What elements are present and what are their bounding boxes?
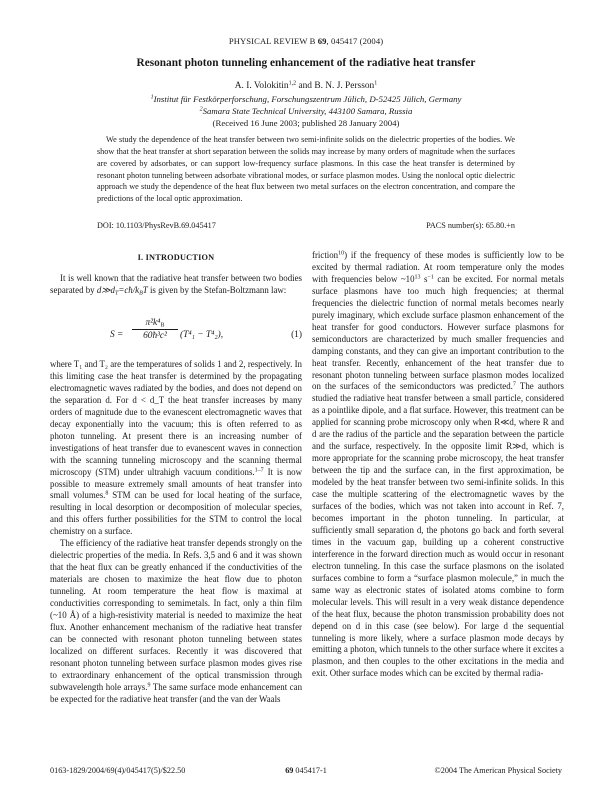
affiliation-2 <box>0 106 612 116</box>
equation-numerator: $\pi^2k^4_B$ <box>132 318 178 330</box>
section-heading-introduction: I. INTRODUCTION <box>137 253 215 262</box>
intro-paragraph-3: The efficiency of the radiative heat transfer depends strongly on the dielectric properties of the media. In Refs. 3,5 and 6 and it was shown that the heat flux can be greatly enhanced if the conductivities of the materials are chosen to maximize the heat flow due to photon tunneling. At room temperature the heat flow is maximal at conductivities corresponding to semimetals. In fact, only a thin film (~10 Å) of a high-resistivity material is needed to maximize the heat flux. Another enhancement mechanism of the radiative heat transfer can be connected with resonant photon tunneling between states localized on different surfaces. Recently it was discovered that resonant photon tunneling between surface plasmon modes gives rise to extraordinary enhancement of the optical transmission through subwavelength hole arrays.$^9$ The same surface mode enhancement can be expected for the radiative heat transfer (and the van der Waals <box>50 538 303 704</box>
author-2: B. N. J. Persson <box>314 81 375 91</box>
journal-header <box>0 36 612 46</box>
paper-title: Resonant photon tunneling enhancement of the radiative heat transfer <box>136 57 476 69</box>
abstract: We study the dependence of the heat transfer between two semi-infinite solids on the dielectric properties of the bodies. We show that the heat transfer at short separation between the solids may increase by many orders of magnitude when the surfaces are covered by adsorbates, or can support low-frequency surface plasmons. In this case the heat transfer is determined by resonant photon tunneling between adsorbate vibrational modes, or surface plasmon modes. Using the nonlocal optic dielectric approach we study the dependence of the heat flux between two metal surfaces on the electron concentration, and compare the predictions of the local optic approximation. <box>97 135 515 204</box>
intro-paragraph-3-continued: friction$^{10}$) if the frequency of these modes is sufficiently low to be excited by thermal radiation. At room temperature only the modes with frequencies below ~10$^{13}$ s$^{-1}$ can be excited. For normal metals surface plasmons have too much high frequencies; at thermal frequencies the dielectric function of normal metals becomes nearly purely imaginary, which exclude surface plasmon enhancement of the heat transfer for good conductors. However surface plasmons for semiconductors are characterized by much smaller frequencies and damping constants, and they can give an important contribution to the heat transfer. Recently, enhancement of the heat transfer due to resonant photon tunneling between surface plasmon modes localized on the surfaces of the semiconductors was predicted.$^7$ The authors studied the radiative heat transfer between a small particle, considered as a pointlike dipole, and a flat surface. However, this treatment can be applied for scanning probe microscopy only when R≪d, where R and d are the radius of the particle and the separation between the particle and the surface, respectively. In the opposite limit R≫d, which is more appropriate for the scanning probe microscopy, the heat transfer between the tip and the surface can, in the first approximation, be modeled by the heat transfer between two semi-infinite solids. In this case the multiple scattering of the electromagnetic waves by the surfaces of the bodies, which was not taken into account in Ref. 7, becomes important in the photon tunneling. In particular, at sufficiently small separation d, the photons go back and forth several times in the vacuum gap, building up a coherent constructive interference in the forward direction much as would occur in resonant electron tunneling. In this case the surface plasmons on the isolated surfaces combine to form a “surface plasmon molecule,” in much the same way as electronic states of isolated atoms combine to form molecular levels. This will result in a very weak distance dependence of the heat flux, because the photon transmission probability does not depend on d in this case (see below). For large d the sequential tunneling is more likely, where a surface plasmon mode decays by emitting a photon, which tunnels to the other surface where it excites a plasmon, and then couples to the other excitations in the media and exit. Other surface modes which can be excited by thermal radia- <box>312 250 564 679</box>
equation-fraction <box>132 318 178 341</box>
equation-denominator: 60ħ³c² <box>143 331 167 341</box>
author-1-affiliation-mark: 1,2 <box>288 80 297 87</box>
footer-page-number: 69 045417-1 <box>285 766 327 775</box>
journal-volume: 69 <box>317 36 327 46</box>
equation-lhs: S = <box>110 330 124 340</box>
equation-temperature-term: (T⁴₁ − T⁴₂), <box>180 330 224 340</box>
affiliation-1-text: Institut für Festkörperforschung, Forschungszentrum Jülich, D-52425 Jülich, Germany <box>153 94 462 104</box>
doi-pacs-row <box>97 221 515 230</box>
affiliation-2-text: Samara State Technical University, 443100 Samara, Russia <box>202 106 413 116</box>
affiliation-1-mark: 1 <box>150 94 154 101</box>
citation[interactable]: 7 <box>512 381 516 388</box>
intro-left-column-continued <box>50 359 302 706</box>
citation[interactable]: 8 <box>105 490 109 497</box>
author-conjunction: and <box>296 81 315 91</box>
intro-paragraph-2: where T₁ and T₂ are the temperatures of solids 1 and 2, respectively. In this limiting case the heat transfer is determined by the propagating electromagnetic waves radiated by the bodies, and does not depend on the separation d. For d < d_T the heat transfer increases by many orders of magnitude due to the evanescent electromagnetic waves that decay exponentially into the vacuum; this is often referred to as photon tunneling. At present there is an increasing number of investigations of heat transfer due to evanescent waves in connection with the scanning tunneling microscopy and the scanning thermal microscopy (STM) under ultrahigh vacuum conditions.$^{1-7}$ It is now possible to measure extremely small amounts of heat transfer into small volumes.$^8$ STM can be used for local heating of the surface, resulting in local desorption or decomposition of molecular species, and this offers further possibilities for the STM to control the local chemistry on a surface. <box>50 359 303 537</box>
citation[interactable]: 10 <box>338 250 345 257</box>
intro-paragraph-1 <box>50 273 302 297</box>
exponent: −1 <box>427 274 434 281</box>
author-1: A. I. Volokitin <box>234 81 289 91</box>
equation-number: (1) <box>291 330 302 340</box>
journal-name: PHYSICAL REVIEW B <box>228 36 316 46</box>
intro-right-column <box>312 250 564 680</box>
equation-1 <box>50 318 302 356</box>
footer-code: 0163-1829/2004/69(4)/045417(5)/$22.50 <box>50 766 186 775</box>
author-2-affiliation-mark: 1 <box>374 80 378 87</box>
paragraph-text: is given by the Stefan-Boltzmann law: <box>147 284 287 295</box>
affiliation-1 <box>0 94 612 104</box>
exponent: 13 <box>414 274 421 281</box>
math-inline: $d≫d_T=cħ/k_BT$ <box>96 284 148 297</box>
citation[interactable]: 9 <box>147 682 151 689</box>
doi[interactable]: DOI: 10.1103/PhysRevB.69.045417 <box>97 221 216 230</box>
footer-copyright: ©2004 The American Physical Society <box>434 766 562 775</box>
author-list <box>0 81 612 91</box>
affiliation-2-mark: 2 <box>199 106 203 113</box>
article-number-year: , 045417 (2004) <box>326 36 384 46</box>
pacs-numbers: PACS number(s): 65.80.+n <box>426 221 515 230</box>
citation[interactable]: 1–7 <box>254 467 264 474</box>
paragraph-text: It is well known that the radiative heat transfer between two bodies separated by <box>50 273 302 295</box>
received-dates: (Received 16 June 2003; published 28 January 2004) <box>212 118 400 128</box>
